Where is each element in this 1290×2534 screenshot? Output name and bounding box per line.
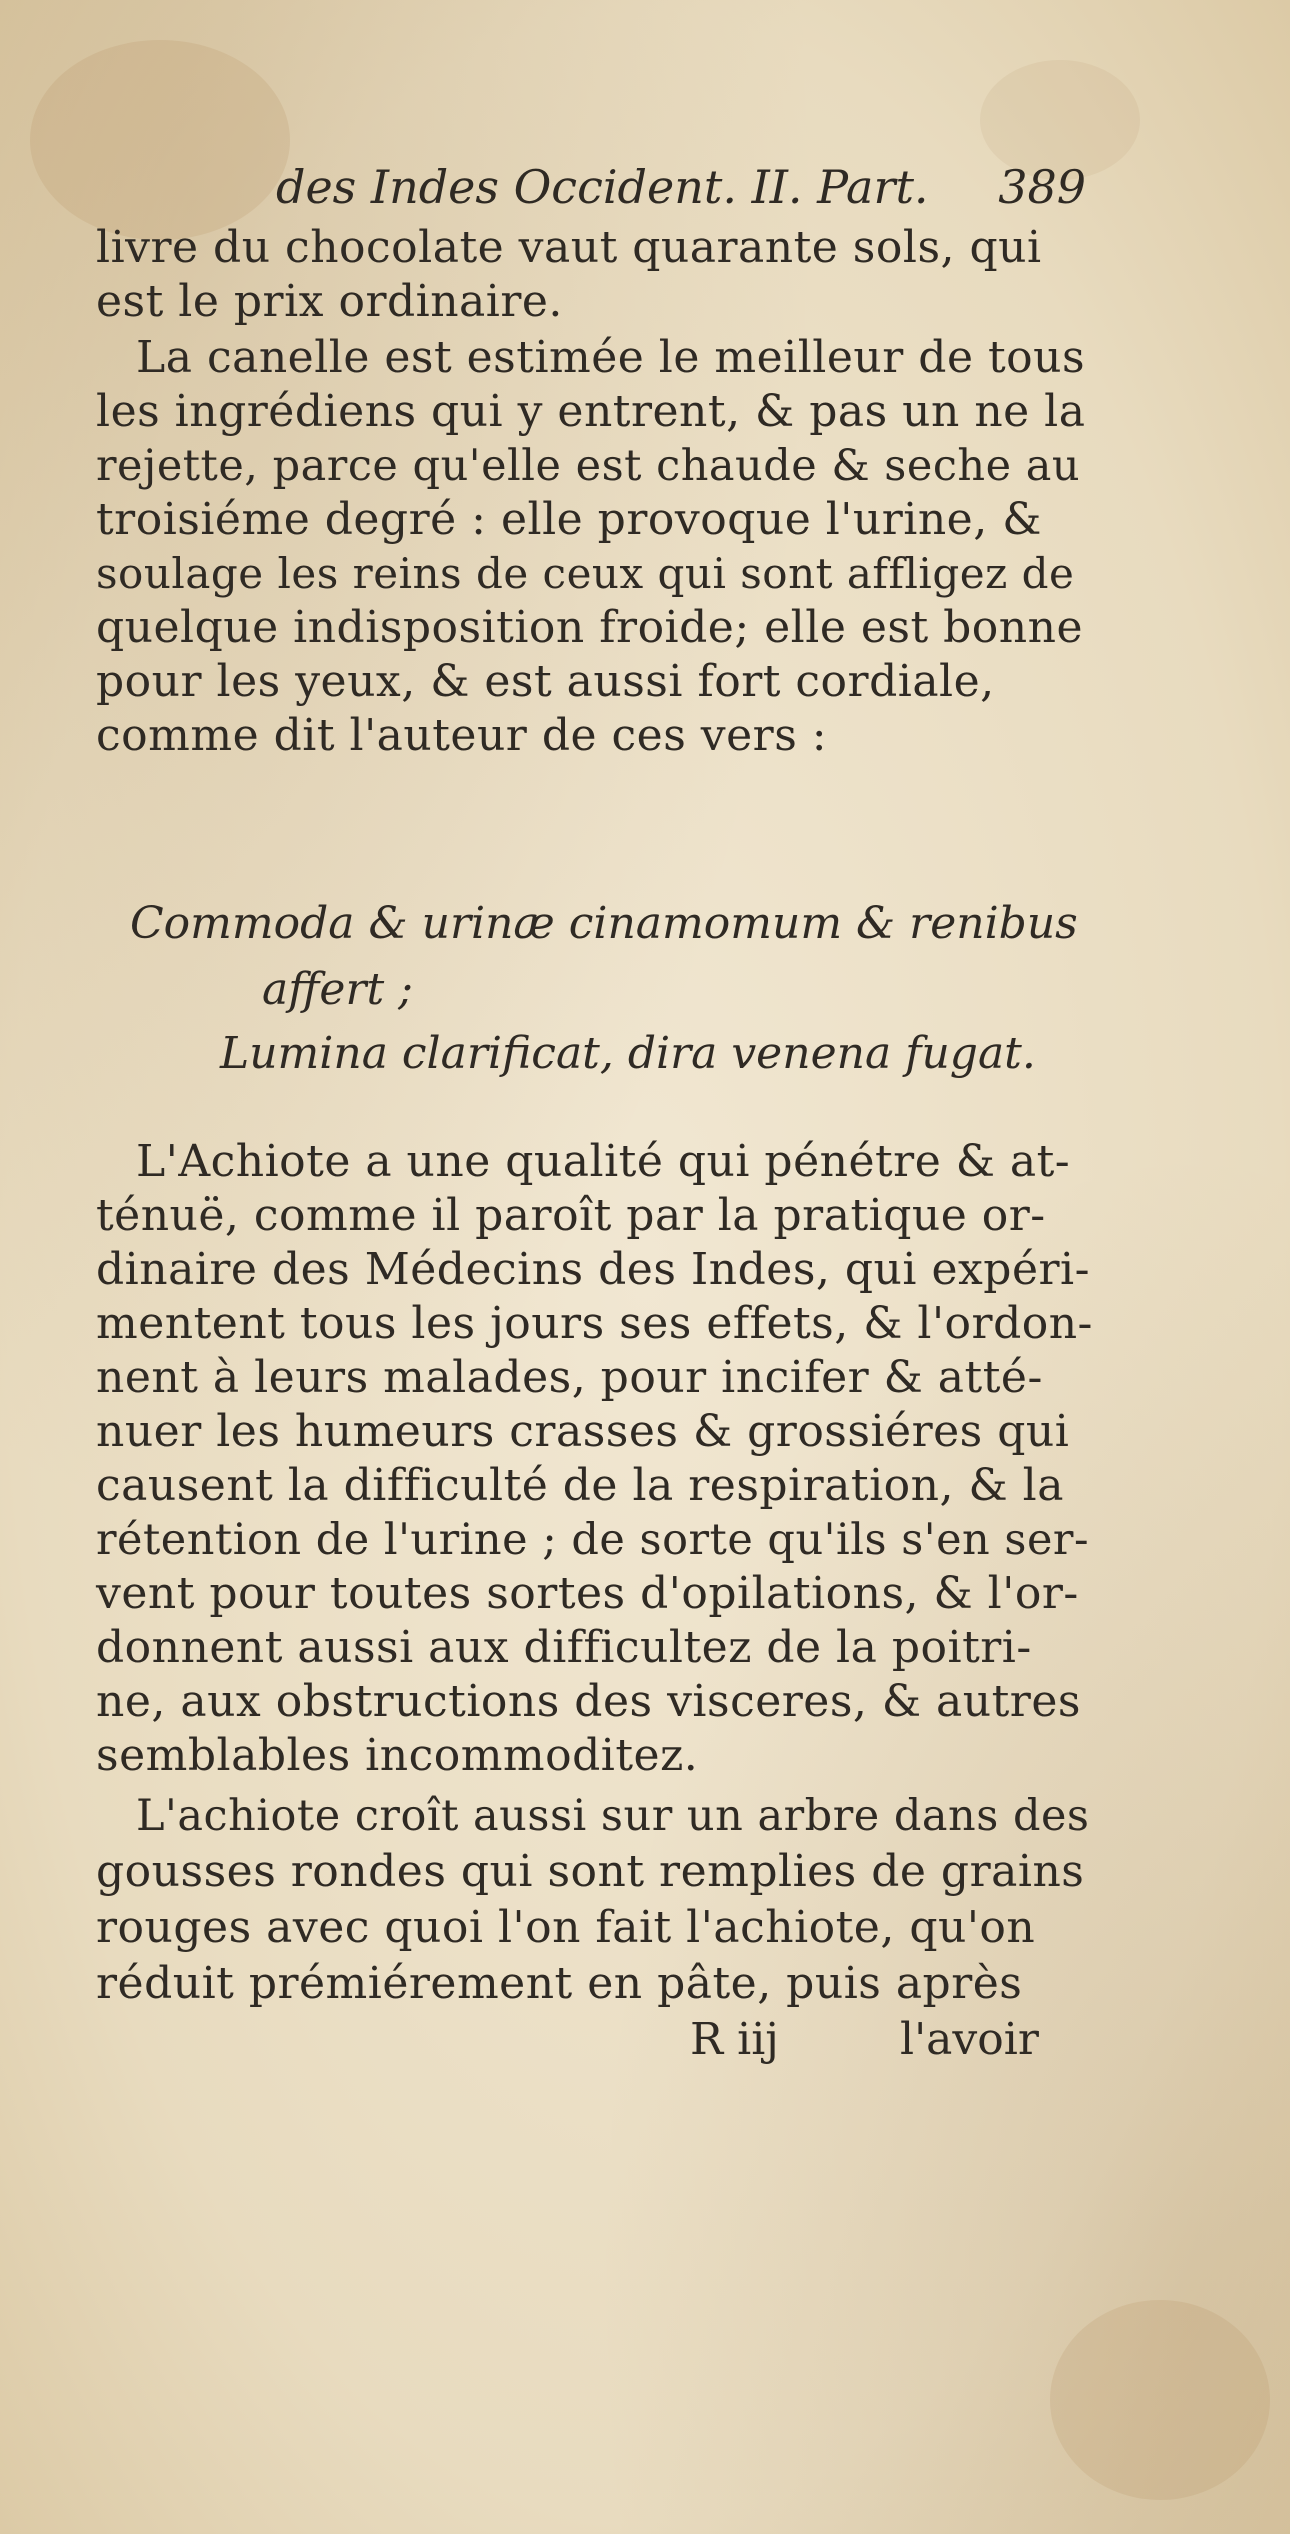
text-line: gousses rondes qui sont remplies de grains — [96, 1846, 1085, 1897]
text-line: est le prix ordinaire. — [96, 276, 563, 327]
text-line: pour les yeux, & est aussi fort cordiale, — [96, 656, 995, 707]
text-line: L'Achiote a une qualité qui pénétre & at- — [136, 1136, 1071, 1187]
signature-mark: R iij — [690, 2014, 779, 2065]
page-number: 389 — [998, 160, 1086, 214]
text-line: rétention de l'urine ; de sorte qu'ils s'en ser- — [96, 1515, 1090, 1565]
text-line: soulage les reins de ceux qui sont affligez de — [96, 549, 1075, 598]
text-line: ténuë, comme il paroît par la pratique or- — [96, 1190, 1046, 1241]
text-line: nent à leurs malades, pour incifer & atté- — [96, 1352, 1043, 1403]
text-line: comme dit l'auteur de ces vers : — [96, 710, 828, 761]
text-line: quelque indisposition froide; elle est bonne — [96, 602, 1084, 653]
text-line: ne, aux obstructions des visceres, & autres — [96, 1676, 1081, 1727]
catchword: l'avoir — [900, 2014, 1039, 2065]
verse-line: affert ; — [262, 964, 413, 1015]
text-line: donnent aussi aux difficultez de la poitri- — [96, 1622, 1032, 1673]
text-line: mentent tous les jours ses effets, & l'ordon- — [96, 1298, 1093, 1349]
text-line: causent la difficulté de la respiration, & la — [96, 1460, 1064, 1511]
text-line: nuer les humeurs crasses & grossiéres qui — [96, 1406, 1070, 1457]
paper-stain — [30, 40, 290, 240]
text-line: livre du chocolate vaut quarante sols, qui — [96, 222, 1042, 273]
running-title: des Indes Occident. II. Part. — [276, 160, 929, 214]
paper-stain — [1050, 2300, 1270, 2500]
text-line: dinaire des Médecins des Indes, qui expéri- — [96, 1244, 1090, 1295]
verse-line: Commoda & urinæ cinamomum & renibus — [130, 898, 1078, 949]
text-line: semblables incommoditez. — [96, 1730, 699, 1781]
text-line: troisiéme degré : elle provoque l'urine, & — [96, 494, 1042, 545]
text-line: les ingrédiens qui y entrent, & pas un ne la — [96, 386, 1086, 437]
text-line: La canelle est estimée le meilleur de tous — [136, 332, 1086, 383]
text-line: L'achiote croît aussi sur un arbre dans des — [136, 1791, 1090, 1841]
verse-line: Lumina clarificat, dira venena fugat. — [220, 1028, 1036, 1079]
text-line: rejette, parce qu'elle est chaude & seche au — [96, 441, 1081, 491]
text-line: vent pour toutes sortes d'opilations, & l'or- — [96, 1568, 1079, 1619]
text-line: rouges avec quoi l'on fait l'achiote, qu'on — [96, 1902, 1036, 1953]
text-line: réduit prémiérement en pâte, puis après — [96, 1958, 1023, 2009]
running-header — [276, 160, 1086, 220]
